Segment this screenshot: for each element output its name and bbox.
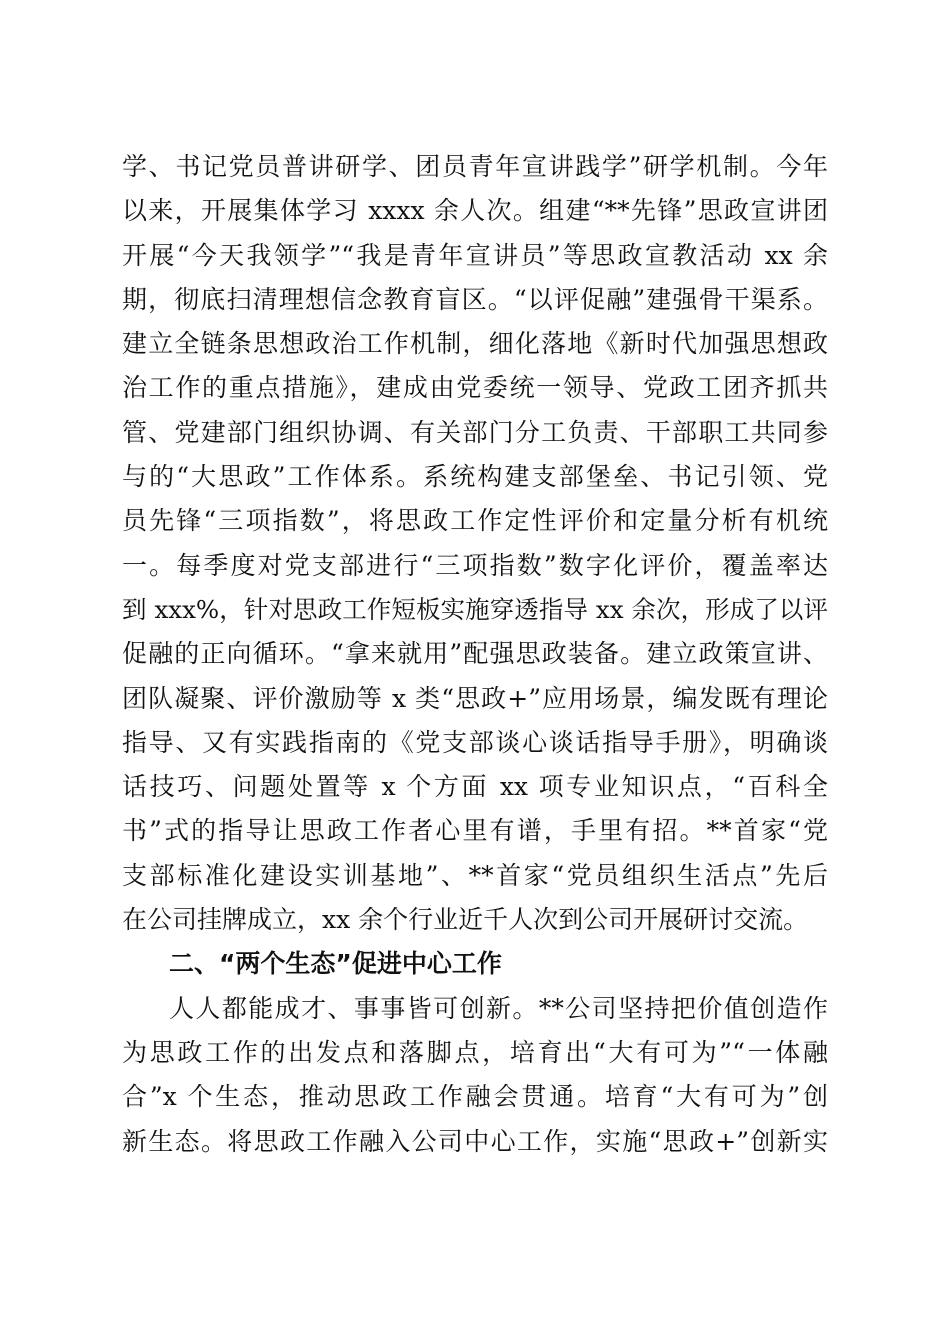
paragraph-line: 到 xxx%，针对思政工作短板实施穿透指导 xx 余次，形成了以评 [122,594,828,624]
paragraph-line: 与的“大思政”工作体系。系统构建支部堡垒、书记引领、党 [122,462,828,492]
paragraph-line: 在公司挂牌成立，xx 余个行业近千人次到公司开展研讨交流。 [122,905,809,935]
paragraph-line: 书”式的指导让思政工作者心里有谱，手里有招。**首家“党 [122,816,828,846]
section-paragraph-line: 为思政工作的出发点和落脚点，培育出“大有可为”“一体融 [122,1037,828,1067]
paragraph-line: 话技巧、问题处置等 x 个方面 xx 项专业知识点，“百科全 [122,772,828,802]
paragraph-line: 管、党建部门组织协调、有关部门分工负责、干部职工共同参 [122,417,828,447]
section-paragraph-line: 新生态。将思政工作融入公司中心工作，实施“思政+”创新实 [122,1126,828,1156]
paragraph-line: 促融的正向循环。“拿来就用”配强思政装备。建立政策宣讲、 [122,639,828,669]
section-heading: 二、“两个生态”促进中心工作 [169,949,502,979]
paragraph-line: 期，彻底扫清理想信念教育盲区。“以评促融”建强骨干渠系。 [122,284,828,314]
paragraph-line: 治工作的重点措施》，建成由党委统一领导、党政工团齐抓共 [122,373,828,403]
paragraph-line: 支部标准化建设实训基地”、**首家“党员组织生活点”先后 [122,860,828,890]
section-paragraph-line: 人人都能成才、事事皆可创新。**公司坚持把价值创造作 [169,993,828,1023]
paragraph-line: 一。每季度对党支部进行“三项指数”数字化评价，覆盖率达 [122,550,828,580]
paragraph-line: 以来，开展集体学习 xxxx 余人次。组建“**先锋”思政宣讲团 [122,196,828,226]
paragraph-line: 开展“今天我领学”“我是青年宣讲员”等思政宣教活动 xx 余 [122,240,828,270]
paragraph-line: 团队凝聚、评价激励等 x 类“思政+”应用场景，编发既有理论 [122,683,828,713]
paragraph-line: 学、书记党员普讲研学、团员青年宣讲践学”研学机制。今年 [122,152,828,181]
paragraph-line: 指导、又有实践指南的《党支部谈心谈话指导手册》，明确谈 [122,727,828,757]
paragraph-line: 建立全链条思想政治工作机制，细化落地《新时代加强思想政 [122,329,828,359]
section-paragraph-line: 合”x 个生态，推动思政工作融会贯通。培育“大有可为”创 [122,1082,828,1112]
document-body [122,145,828,1164]
paragraph-line: 员先锋“三项指数”，将思政工作定性评价和定量分析有机统 [122,506,828,536]
